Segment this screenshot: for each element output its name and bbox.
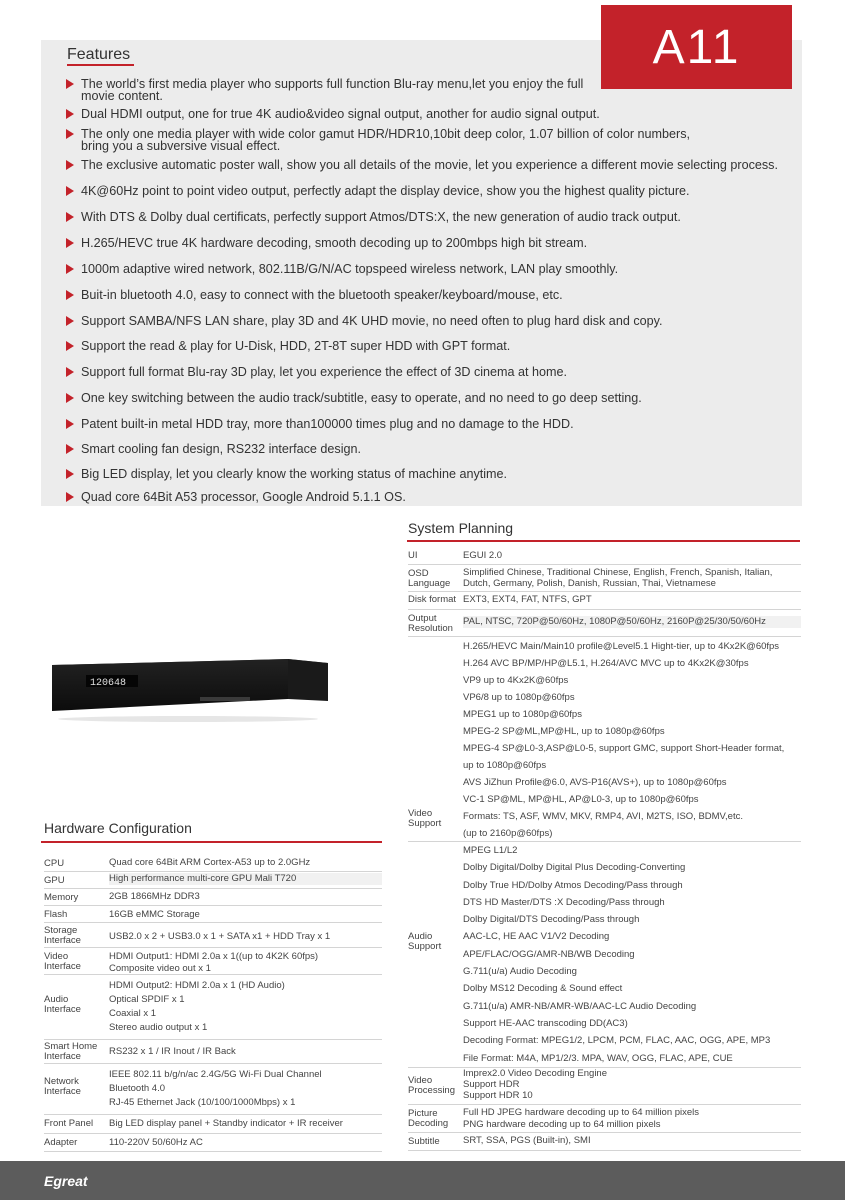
spec-value-line: Dolby MS12 Decoding & Sound effect xyxy=(463,983,623,995)
bullet-arrow-icon xyxy=(66,419,74,429)
feature-text-line: H.265/HEVC true 4K hardware decoding, smooth decoding up to 200mbps high bit stream. xyxy=(81,236,588,250)
spec-value-line: Optical SPDIF x 1 xyxy=(109,994,185,1005)
spec-value-line: RJ-45 Ethernet Jack (10/100/1000Mbps) x 1 xyxy=(109,1097,296,1108)
spec-value xyxy=(109,1046,382,1058)
spec-label-line: Network xyxy=(44,1076,79,1087)
spec-row xyxy=(408,610,801,637)
spec-label xyxy=(408,1137,463,1147)
feature-text-line: Support the read & play for U-Disk, HDD, 2T-8T super HDD with GPT format. xyxy=(81,339,511,353)
spec-label xyxy=(44,1077,109,1097)
feature-item xyxy=(66,263,794,275)
spec-value-line: MPEG-4 SP@L0-3,ASP@L0-5, support GMC, support Short-Header format, xyxy=(463,743,785,754)
feature-text-line: 1000m adaptive wired network, 802.11B/G/N/AC topspeed wireless network, LAN play smoothly. xyxy=(81,262,619,276)
spec-row xyxy=(408,565,801,592)
spec-row xyxy=(408,1105,801,1133)
spec-label-line: Subtitle xyxy=(408,1136,440,1147)
system-title: System Planning xyxy=(408,520,514,536)
spec-value-line: High performance multi-core GPU Mali T720 xyxy=(109,873,297,884)
spec-value xyxy=(109,1068,382,1110)
spec-label-line: Smart Home xyxy=(44,1041,98,1052)
spec-row xyxy=(408,842,801,1068)
feature-text-line: The only one media player with wide color gamut HDR/HDR10,10bit deep color, 1.07 billion of color numbers, xyxy=(81,127,691,141)
system-title-underline xyxy=(407,540,800,542)
spec-value-line: Full HD JPEG hardware decoding up to 64 million pixels xyxy=(463,1107,700,1118)
spec-value xyxy=(463,567,801,589)
feature-item xyxy=(66,185,794,197)
spec-label-line: CPU xyxy=(44,858,65,869)
bullet-arrow-icon xyxy=(66,341,74,351)
spec-label xyxy=(408,1076,463,1096)
spec-label-line: Support xyxy=(408,941,442,952)
feature-text-line: Patent built-in metal HDD tray, more than100000 times plug and no damage to the HDD. xyxy=(81,417,574,431)
feature-text-line: Smart cooling fan design, RS232 interface design. xyxy=(81,442,362,456)
spec-label xyxy=(408,595,463,605)
bullet-arrow-icon xyxy=(66,393,74,403)
feature-item xyxy=(66,78,794,102)
spec-label xyxy=(44,910,109,920)
spec-value xyxy=(109,891,382,903)
spec-row xyxy=(44,948,382,975)
spec-value xyxy=(463,1107,801,1131)
spec-label-line: Interface xyxy=(44,1004,81,1015)
spec-value xyxy=(109,951,382,974)
spec-value xyxy=(463,1068,801,1101)
feature-item xyxy=(66,211,794,223)
spec-value-line: Dutch, Germany, Polish, Danish, Russian, Thai, Vietnamese xyxy=(463,578,716,589)
spec-value-line: AVS JiZhun Profile@6.0, AVS-P16(AVS+), up to 1080p@60fps xyxy=(463,777,727,788)
spec-label xyxy=(408,569,463,589)
spec-row xyxy=(408,1068,801,1105)
spec-label xyxy=(44,876,109,886)
bullet-arrow-icon xyxy=(66,79,74,89)
spec-label-line: OSD xyxy=(408,568,429,579)
brand-logo: Egreat xyxy=(44,1173,88,1189)
spec-value-line: Bluetooth 4.0 xyxy=(109,1083,165,1094)
spec-row xyxy=(44,975,382,1040)
spec-label xyxy=(44,952,109,972)
spec-label xyxy=(44,1138,109,1148)
spec-value-line: Stereo audio output x 1 xyxy=(109,1022,208,1033)
spec-value xyxy=(109,873,382,885)
spec-value-line: VC-1 SP@ML, MP@HL, AP@L0-3, up to 1080p@60fps xyxy=(463,794,699,805)
feature-item xyxy=(66,366,794,378)
spec-label xyxy=(408,932,463,952)
spec-value xyxy=(463,594,801,606)
feature-text-line: movie content. xyxy=(81,89,163,103)
spec-value-line: EGUI 2.0 xyxy=(463,550,503,561)
spec-value-line: HDMI Output2: HDMI 2.0a x 1 (HD Audio) xyxy=(109,980,285,991)
spec-row xyxy=(44,923,382,948)
spec-value xyxy=(109,1118,382,1130)
spec-label-line: Support xyxy=(408,818,442,829)
spec-value xyxy=(109,909,382,921)
spec-value xyxy=(109,1137,382,1149)
feature-item xyxy=(66,128,794,152)
bullet-arrow-icon xyxy=(66,238,74,248)
spec-value xyxy=(109,931,382,943)
spec-label-line: Memory xyxy=(44,892,79,903)
feature-item xyxy=(66,418,794,430)
spec-value xyxy=(109,857,382,869)
spec-value-line: MPEG L1/L2 xyxy=(463,845,518,856)
spec-value-line: Coaxial x 1 xyxy=(109,1008,156,1019)
spec-label-line: Output xyxy=(408,613,437,624)
bullet-arrow-icon xyxy=(66,160,74,170)
spec-label-line: Adapter xyxy=(44,1137,78,1148)
features-title: Features xyxy=(67,46,131,63)
spec-value-line: (up to 2160p@60fps) xyxy=(463,828,553,839)
feature-item xyxy=(66,392,794,404)
spec-label xyxy=(408,1109,463,1129)
spec-row xyxy=(44,906,382,923)
feature-text-line: The exclusive automatic poster wall, show you all details of the movie, let you experience a different movie selecting process. xyxy=(81,158,778,172)
spec-value-line: Formats: TS, ASF, WMV, MKV, RMP4, AVI, M2TS, ISO, BDMV,etc. xyxy=(463,811,743,822)
features-title-underline xyxy=(67,64,134,66)
bullet-arrow-icon xyxy=(66,492,74,502)
spec-value-line: 2GB 1866MHz DDR3 xyxy=(109,891,200,902)
spec-value-line: Support HDR 10 xyxy=(463,1090,533,1101)
spec-label-line: Video xyxy=(408,808,433,819)
feature-text-line: bring you a subversive visual effect. xyxy=(81,139,281,153)
spec-row xyxy=(44,1115,382,1134)
spec-row xyxy=(408,592,801,610)
spec-value-line: MPEG-2 SP@ML,MP@HL, up to 1080p@60fps xyxy=(463,726,665,737)
spec-label-line: Interface xyxy=(44,1086,81,1097)
spec-label xyxy=(44,1042,109,1062)
spec-value-line: Simplified Chinese, Traditional Chinese, English, French, Spanish, Italian, xyxy=(463,567,773,578)
feature-text-line: Support SAMBA/NFS LAN share, play 3D and 4K UHD movie, no need often to plug hard disk and copy. xyxy=(81,314,663,328)
feature-item xyxy=(66,443,794,455)
spec-value-line: VP6/8 up to 1080p@60fps xyxy=(463,692,575,703)
spec-label-line: Resolution xyxy=(408,623,453,634)
hardware-title: Hardware Configuration xyxy=(44,820,192,836)
spec-label xyxy=(44,893,109,903)
feature-item xyxy=(66,159,794,171)
footer-bar xyxy=(0,1161,845,1200)
spec-value-line: H.264 AVC BP/MP/HP@L5.1, H.264/AVC MVC up to 4Kx2K@30fps xyxy=(463,658,749,669)
spec-value-line: Imprex2.0 Video Decoding Engine xyxy=(463,1068,608,1079)
hardware-title-underline xyxy=(41,841,382,843)
feature-text-line: Quad core 64Bit A53 processor, Google Android 5.1.1 OS. xyxy=(81,490,406,504)
product-image xyxy=(38,655,338,725)
spec-value-line: RS232 x 1 / IR Inout / IR Back xyxy=(109,1046,236,1057)
spec-value-line: Composite video out x 1 xyxy=(109,962,211,974)
spec-label-line: Audio xyxy=(408,931,433,942)
spec-value xyxy=(109,979,382,1035)
spec-value-line: Support HDR xyxy=(463,1079,520,1090)
bullet-arrow-icon xyxy=(66,109,74,119)
feature-item xyxy=(66,468,794,480)
spec-row xyxy=(44,1134,382,1152)
spec-value-line: Support HE-AAC transcoding DD(AC3) xyxy=(463,1017,628,1029)
feature-text-line: Support full format Blu-ray 3D play, let you experience the effect of 3D cinema at home. xyxy=(81,365,568,379)
bullet-arrow-icon xyxy=(66,129,74,139)
feature-text-line: 4K@60Hz point to point video output, perfectly adapt the display device, show you the highest quality picture. xyxy=(81,184,690,198)
feature-item xyxy=(66,108,794,120)
spec-label xyxy=(44,859,109,869)
spec-value-line: G.711(u/a) AMR-NB/AMR-WB/AAC-LC Audio Decoding xyxy=(463,1000,697,1012)
spec-value-line: G.711(u/a) Audio Decoding xyxy=(463,966,577,978)
spec-value-line: Dolby Digital/DTS Decoding/Pass through xyxy=(463,914,640,926)
spec-value-line: up to 1080p@60fps xyxy=(463,760,547,771)
spec-row xyxy=(408,548,801,565)
spec-row xyxy=(44,889,382,906)
bullet-arrow-icon xyxy=(66,186,74,196)
spec-value-line: IEEE 802.11 b/g/n/ac 2.4G/5G Wi-Fi Dual Channel xyxy=(109,1069,322,1080)
spec-label xyxy=(44,995,109,1015)
spec-label-line: Storage xyxy=(44,925,78,936)
spec-label-line: Decoding xyxy=(408,1118,449,1129)
spec-value-line: Decoding Format: MPEG1/2, LPCM, PCM, FLAC, AAC, OGG, APE, MP3 xyxy=(463,1035,771,1047)
spec-row xyxy=(408,1133,801,1151)
bullet-arrow-icon xyxy=(66,444,74,454)
spec-value-line: Quad core 64Bit ARM Cortex-A53 up to 2.0GHz xyxy=(109,857,311,868)
spec-value xyxy=(463,616,801,628)
product-led-display: 120648 xyxy=(90,678,127,689)
spec-value-line: Dolby Digital/Dolby Digital Plus Decoding-Converting xyxy=(463,862,686,874)
feature-text-line: Dual HDMI output, one for true 4K audio&video signal output, another for audio signal output. xyxy=(81,107,600,121)
spec-label xyxy=(408,551,463,561)
spec-value-line: VP9 up to 4Kx2K@60fps xyxy=(463,675,569,686)
bullet-arrow-icon xyxy=(66,290,74,300)
bullet-arrow-icon xyxy=(66,316,74,326)
feature-item xyxy=(66,289,794,301)
feature-text-line: Buit-in bluetooth 4.0, easy to connect with the bluetooth speaker/keyboard/mouse, etc. xyxy=(81,288,563,302)
spec-value-line: H.265/HEVC Main/Main10 profile@Level5.1 Hight-tier, up to 4Kx2K@60fps xyxy=(463,641,780,652)
spec-label-line: Disk format xyxy=(408,594,457,605)
spec-value xyxy=(463,842,801,1067)
spec-label-line: UI xyxy=(408,550,418,561)
spec-label-line: Picture xyxy=(408,1108,438,1119)
feature-text-line: The world’s first media player who supports full function Blu-ray menu,let you enjoy the full xyxy=(81,77,584,91)
feature-item xyxy=(66,340,794,352)
spec-row xyxy=(408,637,801,842)
spec-label-line: Video xyxy=(44,951,69,962)
spec-label-line: Interface xyxy=(44,935,81,946)
model-badge: A11 xyxy=(601,5,792,89)
spec-value-line: DTS HD Master/DTS :X Decoding/Pass through xyxy=(463,896,665,908)
spec-value-line: Dolby True HD/Dolby Atmos Decoding/Pass through xyxy=(463,879,683,891)
spec-label-line: Audio xyxy=(44,994,69,1005)
spec-value-line: SRT, SSA, PGS (Built-in), SMI xyxy=(463,1135,591,1146)
spec-label xyxy=(44,1119,109,1129)
spec-row xyxy=(44,1064,382,1115)
spec-value xyxy=(463,1135,801,1147)
spec-value-line: AAC-LC, HE AAC V1/V2 Decoding xyxy=(463,931,610,943)
spec-value-line: APE/FLAC/OGG/AMR-NB/WB Decoding xyxy=(463,948,635,960)
spec-value-line: Big LED display panel + Standby indicator + IR receiver xyxy=(109,1118,343,1129)
spec-value-line: PAL, NTSC, 720P@50/60Hz, 1080P@50/60Hz, 2160P@25/30/50/60Hz xyxy=(463,616,766,627)
spec-value-line: File Format: M4A, MP1/2/3. MPA, WAV, OGG, FLAC, APE, CUE xyxy=(463,1052,733,1064)
spec-value-line: USB2.0 x 2 + USB3.0 x 1 + SATA x1 + HDD Tray x 1 xyxy=(109,931,331,942)
spec-label-line: Flash xyxy=(44,909,68,920)
bullet-arrow-icon xyxy=(66,367,74,377)
spec-label xyxy=(44,926,109,946)
feature-text-line: Big LED display, let you clearly know the working status of machine anytime. xyxy=(81,467,508,481)
spec-value-line: EXT3, EXT4, FAT, NTFS, GPT xyxy=(463,594,592,605)
spec-label-line: Processing xyxy=(408,1085,455,1096)
bullet-arrow-icon xyxy=(66,264,74,274)
spec-label-line: Video xyxy=(408,1075,433,1086)
spec-value-line: 16GB eMMC Storage xyxy=(109,909,200,920)
spec-label xyxy=(408,809,463,829)
spec-value-line: MPEG1 up to 1080p@60fps xyxy=(463,709,582,720)
spec-label-line: GPU xyxy=(44,875,65,886)
feature-item xyxy=(66,491,794,503)
spec-row xyxy=(44,872,382,889)
spec-label-line: Front Panel xyxy=(44,1118,94,1129)
spec-value-line: 110-220V 50/60Hz AC xyxy=(109,1137,203,1148)
bullet-arrow-icon xyxy=(66,212,74,222)
spec-row xyxy=(44,856,382,872)
spec-label xyxy=(408,614,463,634)
spec-value-line: PNG hardware decoding up to 64 million pixels xyxy=(463,1119,661,1130)
spec-value xyxy=(463,638,801,842)
spec-label-line: Language xyxy=(408,578,451,589)
feature-item xyxy=(66,237,794,249)
feature-text-line: With DTS & Dolby dual certificats, perfectly support Atmos/DTS:X, the new generation of audio track output. xyxy=(81,210,681,224)
spec-value-line: HDMI Output1: HDMI 2.0a x 1((up to 4K2K 60fps) xyxy=(109,951,319,962)
feature-item xyxy=(66,315,794,327)
spec-value xyxy=(463,550,801,562)
bullet-arrow-icon xyxy=(66,469,74,479)
spec-row xyxy=(44,1040,382,1064)
feature-text-line: One key switching between the audio track/subtitle, easy to operate, and no need to go deep setting. xyxy=(81,391,642,405)
spec-label-line: Interface xyxy=(44,1051,81,1062)
spec-label-line: Interface xyxy=(44,961,81,972)
